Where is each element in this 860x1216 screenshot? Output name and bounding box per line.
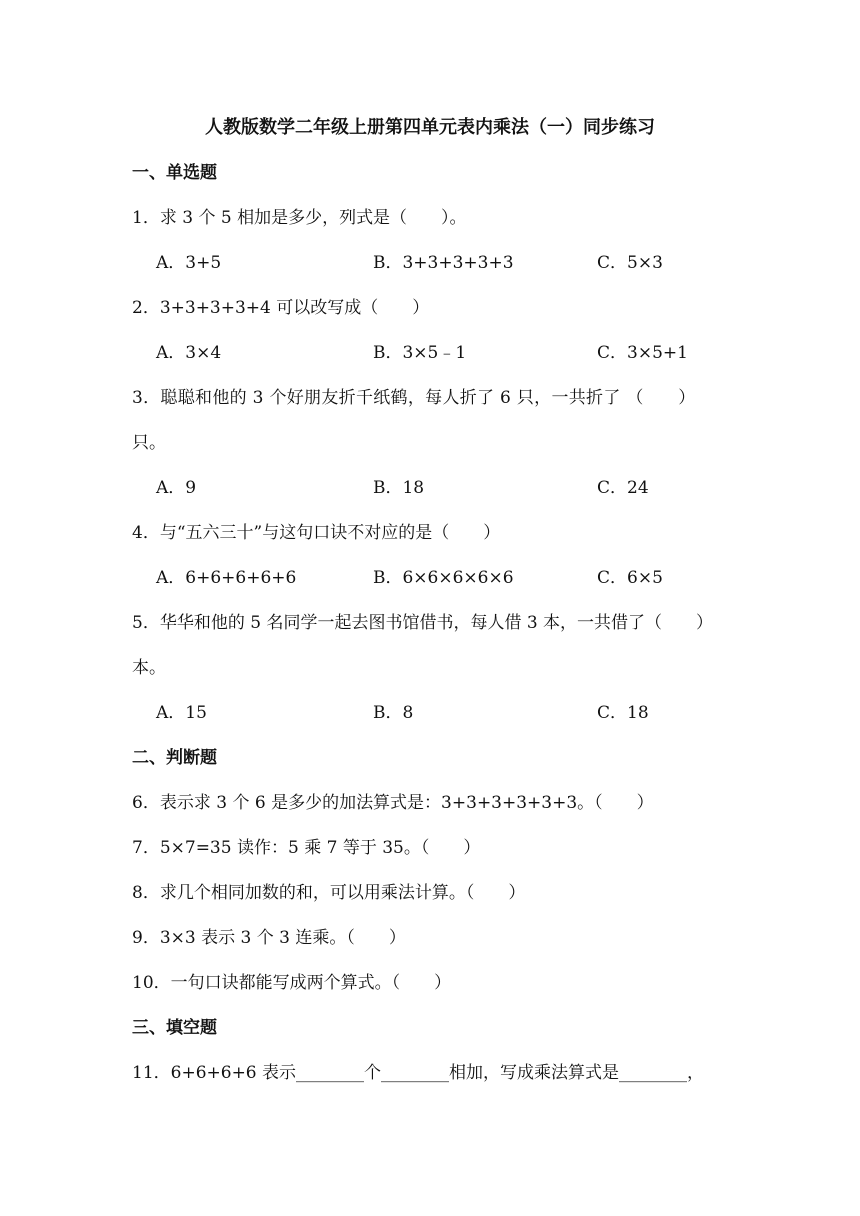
q5-option-b: B．8 bbox=[373, 703, 414, 723]
q4-option-c: C．6×5 bbox=[597, 568, 663, 588]
question-1: 1．求 3 个 5 相加是多少，列式是（ ）。 bbox=[132, 208, 467, 228]
q4-option-b: B．6×6×6×6×6 bbox=[373, 568, 514, 588]
q5-option-c: C．18 bbox=[597, 703, 649, 723]
question-2: 2．3+3+3+3+4 可以改写成（ ） bbox=[132, 298, 430, 318]
q1-option-a: A．3+5 bbox=[156, 253, 222, 273]
q2-option-b: B．3×5﹣1 bbox=[373, 343, 467, 363]
question-4: 4．与“五六三十”与这句口诀不对应的是（ ） bbox=[132, 523, 501, 543]
question-7: 7．5×7=35 读作：5 乘 7 等于 35。（ ） bbox=[132, 838, 481, 858]
question-5: 5．华华和他的 5 名同学一起去图书馆借书，每人借 3 本，一共借了（ ） bbox=[132, 613, 714, 633]
question-10: 10．一句口诀都能写成两个算式。（ ） bbox=[132, 973, 452, 993]
section-heading-true-false: 二、判断题 bbox=[132, 748, 217, 768]
question-3-continued: 只。 bbox=[132, 433, 166, 453]
question-9: 9．3×3 表示 3 个 3 连乘。（ ） bbox=[132, 928, 406, 948]
q3-option-b: B．18 bbox=[373, 478, 425, 498]
q3-option-c: C．24 bbox=[597, 478, 649, 498]
q3-option-a: A．9 bbox=[156, 478, 197, 498]
question-11: 11．6+6+6+6 表示________个________相加，写成乘法算式是________， bbox=[132, 1063, 705, 1083]
q2-option-a: A．3×4 bbox=[156, 343, 222, 363]
q1-option-c: C．5×3 bbox=[597, 253, 663, 273]
question-6: 6．表示求 3 个 6 是多少的加法算式是：3+3+3+3+3+3。（ ） bbox=[132, 793, 654, 813]
q1-option-b: B．3+3+3+3+3 bbox=[373, 253, 514, 273]
question-3: 3．聪聪和他的 3 个好朋友折千纸鹤，每人折了 6 只，一共折了 （ ） bbox=[132, 388, 696, 408]
section-heading-fill-blank: 三、填空题 bbox=[132, 1018, 217, 1038]
section-heading-single-choice: 一、单选题 bbox=[132, 163, 217, 183]
q4-option-a: A．6+6+6+6+6 bbox=[156, 568, 297, 588]
question-5-continued: 本。 bbox=[132, 658, 166, 678]
question-8: 8．求几个相同加数的和，可以用乘法计算。（ ） bbox=[132, 883, 526, 903]
q2-option-c: C．3×5+1 bbox=[597, 343, 688, 363]
page-title: 人教版数学二年级上册第四单元表内乘法（一）同步练习 bbox=[205, 117, 655, 138]
q5-option-a: A．15 bbox=[156, 703, 207, 723]
